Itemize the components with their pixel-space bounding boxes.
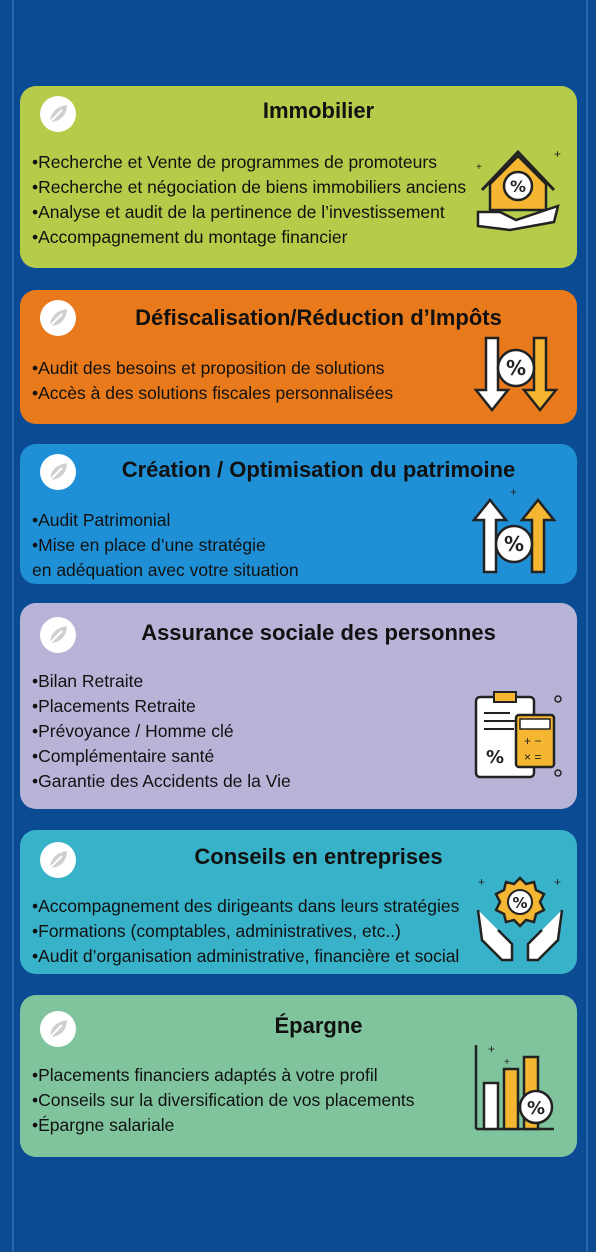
left-border-line bbox=[12, 0, 14, 1252]
card-title: Conseils en entreprises bbox=[194, 844, 443, 869]
house-percent-hand-icon bbox=[470, 140, 566, 236]
list-item: •Recherche et négociation de biens immobiliers anciens bbox=[32, 177, 467, 197]
leaf-logo-icon bbox=[38, 840, 78, 880]
list-item: •Placements financiers adaptés à votre profil bbox=[32, 1065, 378, 1085]
svg-text:+: + bbox=[554, 875, 562, 889]
percent-down-arrows-icon bbox=[472, 330, 568, 424]
card-entreprises bbox=[20, 830, 577, 974]
card-title: Épargne bbox=[274, 1013, 363, 1038]
list-item: •Audit d’organisation administrative, financière et social bbox=[32, 946, 460, 966]
card-title: Assurance sociale des personnes bbox=[141, 620, 496, 645]
card-epargne bbox=[20, 995, 577, 1157]
svg-text:%: % bbox=[512, 894, 528, 912]
svg-text:+ −: + − bbox=[524, 734, 542, 748]
list-item: •Prévoyance / Homme clé bbox=[32, 721, 234, 741]
svg-text:+: + bbox=[510, 485, 518, 499]
card-list bbox=[32, 669, 291, 794]
list-item: •Accompagnement des dirigeants dans leurs stratégies bbox=[32, 896, 460, 916]
list-item: •Analyse et audit de la pertinence de l’investissement bbox=[32, 202, 445, 222]
card-list bbox=[32, 150, 466, 250]
list-item: •Audit Patrimonial bbox=[32, 510, 171, 530]
card-patrimoine bbox=[20, 444, 577, 584]
list-item: •Placements Retraite bbox=[32, 696, 196, 716]
list-item: •Recherche et Vente de programmes de promoteurs bbox=[32, 152, 437, 172]
svg-text:+: + bbox=[554, 147, 562, 161]
hands-percent-badge-icon bbox=[472, 870, 568, 966]
svg-text:%: % bbox=[505, 356, 527, 380]
card-title: Défiscalisation/Réduction d’Impôts bbox=[135, 305, 502, 330]
card-immobilier bbox=[20, 86, 577, 268]
svg-text:+: + bbox=[488, 1042, 496, 1056]
list-item: •Accès à des solutions fiscales personnalisées bbox=[32, 383, 394, 403]
card-list bbox=[32, 356, 393, 406]
card-defiscalisation bbox=[20, 290, 577, 424]
svg-text:%: % bbox=[486, 747, 505, 768]
list-item: •Garantie des Accidents de la Vie bbox=[32, 771, 291, 791]
list-item: •Bilan Retraite bbox=[32, 671, 144, 691]
leaf-logo-icon bbox=[38, 298, 78, 338]
list-item: •Accompagnement du montage financier bbox=[32, 227, 348, 247]
list-item: •Épargne salariale bbox=[32, 1115, 175, 1135]
list-item: •Complémentaire santé bbox=[32, 746, 215, 766]
card-list bbox=[32, 1063, 415, 1138]
bar-chart-percent-icon bbox=[470, 1039, 566, 1135]
card-list bbox=[32, 894, 459, 969]
right-border-line bbox=[586, 0, 588, 1252]
leaf-logo-icon bbox=[38, 452, 78, 492]
card-assurance bbox=[20, 603, 577, 809]
svg-text:+: + bbox=[504, 1057, 510, 1068]
leaf-logo-icon bbox=[38, 615, 78, 655]
svg-text:%: % bbox=[509, 177, 527, 196]
list-item: en adéquation avec votre situation bbox=[32, 560, 299, 580]
percent-up-arrows-icon bbox=[470, 484, 566, 580]
svg-text:+: + bbox=[476, 162, 482, 173]
svg-text:× =: × = bbox=[524, 750, 542, 764]
svg-text:%: % bbox=[526, 1098, 546, 1119]
svg-text:+: + bbox=[478, 875, 486, 889]
card-title: Création / Optimisation du patrimoine bbox=[121, 457, 516, 482]
list-item: •Conseils sur la diversification de vos placements bbox=[32, 1090, 415, 1110]
list-item: •Formations (comptables, administratives, etc..) bbox=[32, 921, 401, 941]
leaf-logo-icon bbox=[38, 1009, 78, 1049]
card-list bbox=[32, 508, 299, 583]
svg-text:%: % bbox=[503, 532, 525, 556]
card-title: Immobilier bbox=[262, 98, 375, 123]
list-item: •Mise en place d’une stratégie bbox=[32, 535, 266, 555]
calculator-document-icon bbox=[470, 687, 566, 783]
leaf-logo-icon bbox=[38, 94, 78, 134]
list-item: •Audit des besoins et proposition de solutions bbox=[32, 358, 385, 378]
